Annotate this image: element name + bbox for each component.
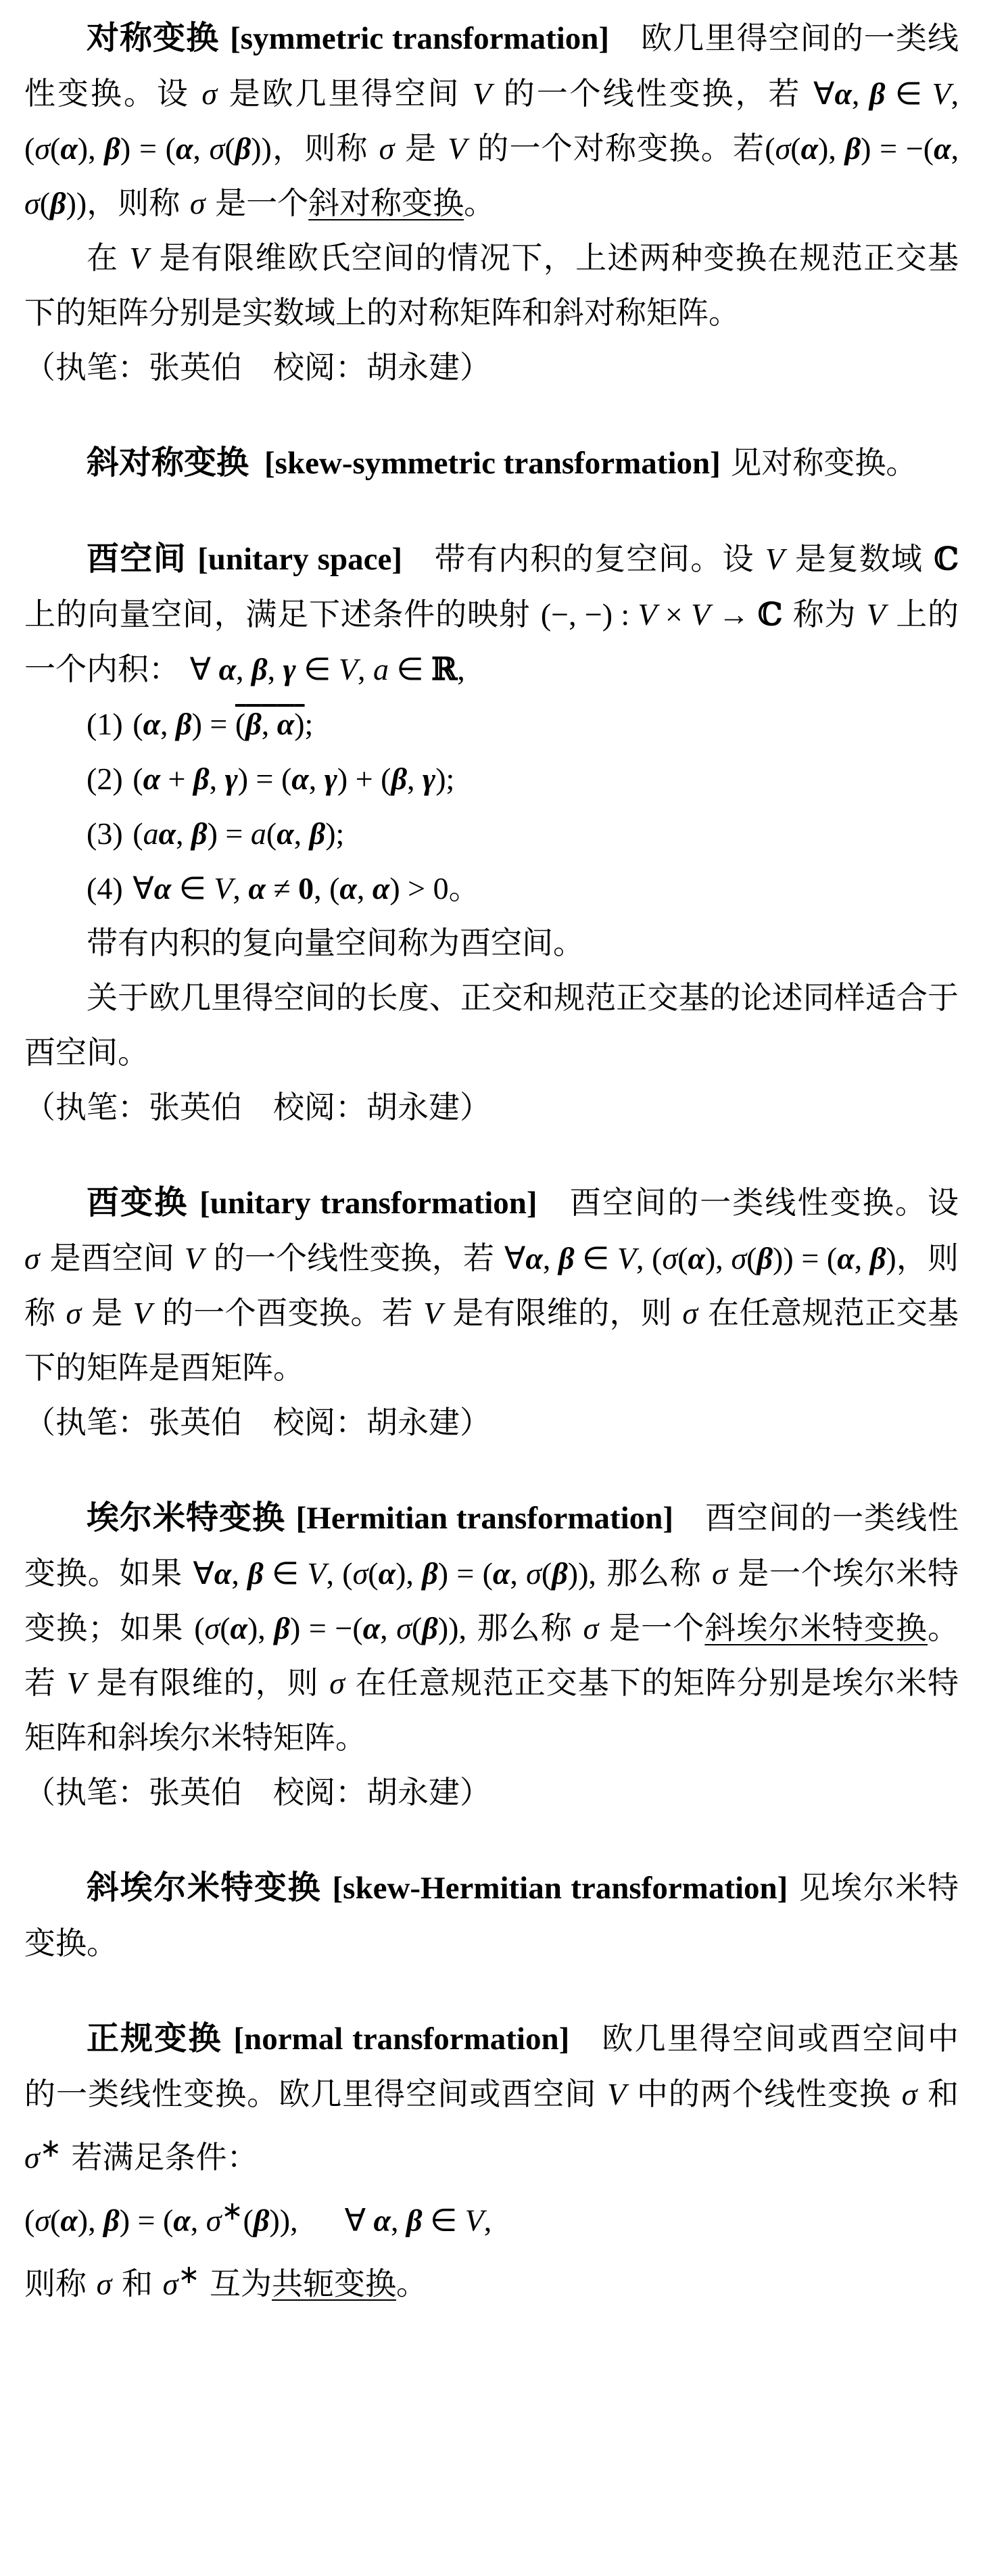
entry-signature: （执笔：张英伯 校阅：胡永建） — [24, 1404, 491, 1441]
axiom-3: (3) (aα, β) = a(α, β); — [87, 816, 345, 851]
axiom-1: (1) (α, β) = (β, α); — [87, 707, 314, 741]
entry-english-term: [skew-Hermitian transformation] — [332, 1871, 788, 1906]
entry-english-term: [skew-symmetric transformation] — [264, 446, 721, 481]
entry-skew-symmetric-transformation — [24, 436, 959, 491]
entry-headword: 酉变换 — [87, 1184, 189, 1221]
cross-reference-link[interactable]: 斜对称变换 — [308, 185, 464, 221]
see-reference: 见埃尔米特变换。 — [24, 1869, 959, 1961]
entry-headword: 埃尔米特变换 — [87, 1499, 286, 1537]
entry-headword: 正规变换 — [87, 2019, 222, 2057]
entry-unitary-transformation: 酉变换 [unitary transformation] 酉空间的一类线性变换。设 σ 是酉空间 V 的一个线性变换，若 ∀α, β ∈ V, (σ(α), σ(β)) = (α, β)，则称 σ 是 V 的一个酉变换。若 V 是有限维的，则 σ 在任意规范正交基下的矩阵是酉矩阵。 （执笔：张英伯 校阅：胡永建） — [24, 1175, 959, 1450]
entry-headword: 斜埃尔米特变换 — [87, 1869, 322, 1906]
display-equation: (σ(α), β) = (α, σ∗(β)), ∀ α, β ∈ V, — [24, 2197, 492, 2238]
entry-english-term: [unitary space] — [197, 542, 402, 577]
see-reference: 见对称变换。 — [730, 444, 917, 481]
axiom-2: (2) (α + β, γ) = (α, γ) + (β, γ); — [87, 762, 455, 796]
entry-definition: 欧几里得空间的一类线性变换。设 — [24, 20, 959, 112]
entry-signature: （执笔：张英伯 校阅：胡永建） — [24, 1774, 491, 1810]
entry-normal-transformation: 正规变换 [normal transformation] 欧几里得空间或酉空间中的一类线性变换。欧几里得空间或酉空间 V 中的两个线性变换 σ 和 σ∗ 若满足条件： (σ(α), β) = (α, σ∗(β)), ∀ α, β ∈ V, 则称 σ 和 σ∗ 互为共轭变换。 — [24, 2019, 959, 2301]
entry-english-term: [symmetric transformation] — [230, 21, 610, 56]
entry-headword: 对称变换 — [87, 19, 220, 57]
entry-skew-hermitian-transformation — [24, 1860, 959, 1971]
cross-reference-link[interactable]: 共轭变换 — [272, 2264, 396, 2301]
axiom-4: (4) ∀α ∈ V, α ≠ 0, (α, α) > 0。 — [87, 871, 480, 906]
entry-english-term: [Hermitian transformation] — [295, 1501, 673, 1536]
entry-signature: （执笔：张英伯 校阅：胡永建） — [24, 1089, 491, 1125]
entry-signature: （执笔：张英伯 校阅：胡永建） — [24, 349, 491, 385]
entry-headword: 斜对称变换 — [87, 444, 249, 482]
entry-english-term: [normal transformation] — [233, 2021, 570, 2057]
entry-hermitian-transformation: 埃尔米特变换 [Hermitian transformation] 酉空间的一类线性变换。如果 ∀α, β ∈ V, (σ(α), β) = (α, σ(β)), 那么称 σ 是一个埃尔米特变换；如果 (σ(α), β) = −(α, σ(β)), 那么称 σ 是一个斜埃尔米特变换。若 V 是有限维的，则 σ 在任意规范正交基下的矩阵分别是埃尔米特矩阵和斜埃尔米特矩阵。 （执笔：张英伯 校阅：胡永建） — [24, 1491, 959, 1820]
entry-english-term: [unitary transformation] — [199, 1186, 537, 1221]
entry-headword: 酉空间 — [87, 540, 187, 578]
cross-reference-link[interactable]: 斜埃尔米特变换 — [704, 1610, 928, 1646]
entry-unitary-space: 酉空间 [unitary space] 带有内积的复空间。设 V 是复数域 ℂ 上的向量空间，满足下述条件的映射 (−, −) : V × V → ℂ 称为 V 上的一个内积： ∀ α, β, γ ∈ V, a ∈ ℝ, (1) (α, β) = (β, α); (2) (α + β, γ) = (α, γ) + (β, γ); (3) (aα, β) = a(α, β); (4) ∀α ∈ V, α ≠ 0, (α, α) > 0。 带有内积的复向量空间称为酉空间。 关于欧几里得空间的长度、正交和规范正交基的论述同样适合于酉空间。 （执笔：张英伯 校阅：胡永建） — [24, 532, 959, 1135]
entry-symmetric-transformation: 对称变换 [symmetric transformation] 欧几里得空间的一类线性变换。设 σ 是欧几里得空间 V 的一个线性变换，若 ∀α, β ∈ V, (σ(α), β) = (α, σ(β))，则称 σ 是 V 的一个对称变换。若(σ(α), β) = −(α, σ(β))，则称 σ 是一个斜对称变换。 在 V 是有限维欧氏空间的情况下，上述两种变换在规范正交基下的矩阵分别是实数域上的对称矩阵和斜对称矩阵。 （执笔：张英伯 校阅：胡永建） — [24, 11, 959, 395]
